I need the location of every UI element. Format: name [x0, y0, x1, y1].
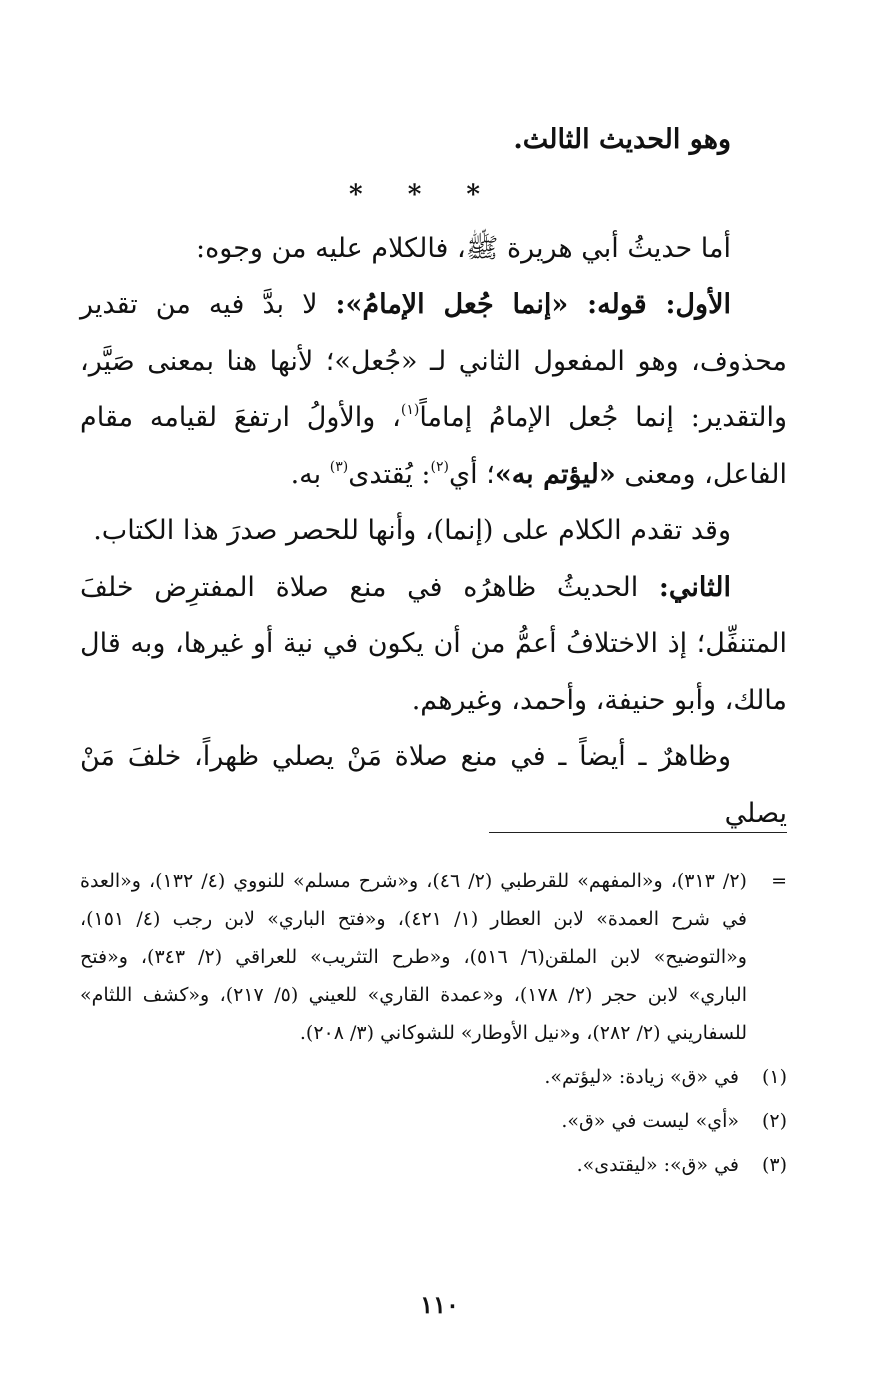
footnote-number: (٢)	[761, 1110, 787, 1132]
footnote-ref-1[interactable]: (١)	[400, 402, 420, 418]
page-number: ١١٠	[420, 1290, 459, 1319]
paragraph-1: أما حديثُ أبي هريرة ﷺ، فالكلام عليه من وجوه:	[196, 232, 731, 264]
footnote-ref-3[interactable]: (٣)	[329, 458, 349, 475]
main-text	[80, 112, 787, 842]
section-divider-stars: * * *	[349, 179, 498, 210]
paragraph-3: وقد تقدم الكلام على (إنما)، وأنها للحصر صدرَ هذا الكتاب.	[93, 515, 731, 546]
paragraph-2-heading: الأول: قوله: «إنما جُعل الإمامُ»:	[335, 289, 731, 320]
footnote-continuation	[80, 862, 787, 1052]
footnote-number: (٣)	[761, 1154, 787, 1176]
paragraph-2-text-a: لا بدَّ فيه من تقدير محذوف، وهو المفعول الثاني لـ «جُعل»؛ لأنها هنا بمعنى صَيَّر، والتقدير: إنما جُعل الإمامُ إماماً	[80, 289, 787, 433]
footnote-3	[80, 1146, 787, 1184]
footnote-text: في «ق» زيادة: «ليؤتم».	[544, 1066, 739, 1088]
footnote-ref-2[interactable]: (٢)	[430, 458, 449, 475]
footnote-text: «أي» ليست في «ق».	[561, 1110, 739, 1132]
footnote-1	[80, 1058, 787, 1096]
paragraph-5: وظاهرٌ ـ أيضاً ـ في منع صلاة مَنْ يصلي ظهراً، خلفَ مَنْ يصلي	[80, 741, 787, 829]
paragraph-2-quote: «ليؤتم به»	[494, 458, 616, 490]
paragraph-4	[80, 560, 787, 730]
paragraph-4-text: الحديثُ ظاهرُه في منع صلاة المفترِض خلفَ المتنفِّل؛ إذ الاختلافُ أعمُّ من أن يكون في نية أو غيرها، وبه قال مالك، وأبو حنيفة، وأحمد، وغيرهم.	[80, 571, 787, 716]
footnote-text: في «ق»: «ليقتدى».	[576, 1154, 739, 1176]
paragraph-2-text-e: به.	[290, 458, 330, 490]
footnote-2	[80, 1102, 787, 1140]
footnote-number: (١)	[761, 1066, 787, 1088]
footnote-separator	[489, 832, 787, 833]
paragraph-4-heading: الثاني:	[658, 571, 731, 603]
paragraph-2	[80, 277, 787, 503]
paragraph-2-text-b: ، والأولُ ارتفعَ لقيامه مقام الفاعل، ومعنى	[80, 402, 787, 490]
intro-line: وهو الحديث الثالث.	[513, 124, 731, 155]
paragraph-2-text-c: ؛ أي	[449, 458, 495, 490]
paragraph-2-text-d: : يُقتدى	[348, 458, 431, 490]
continuation-marker: =	[771, 870, 787, 892]
continuation-text: (٢/ ٣١٣)، و«المفهم» للقرطبي (٢/ ٤٦)، و«شرح مسلم» للنووي (٤/ ١٣٢)، و«العدة في شرح العمدة» لابن العطار (١/ ٤٢١)، و«فتح الباري» لابن رجب (٤/ ١٥١)، و«التوضيح» لابن الملقن(٦/ ٥١٦)، و«طرح التثريب» للعراقي (٢/ ٣٤٣)، و«فتح الباري» لابن حجر (٢/ ١٧٨)، و«عمدة القاري» للعيني (٥/ ٢١٧)، و«كشف اللثام» للسفاريني (٢/ ٢٨٢)، و«نيل الأوطار» للشوكاني (٣/ ٢٠٨).	[80, 870, 748, 1044]
footnotes	[80, 862, 787, 1184]
